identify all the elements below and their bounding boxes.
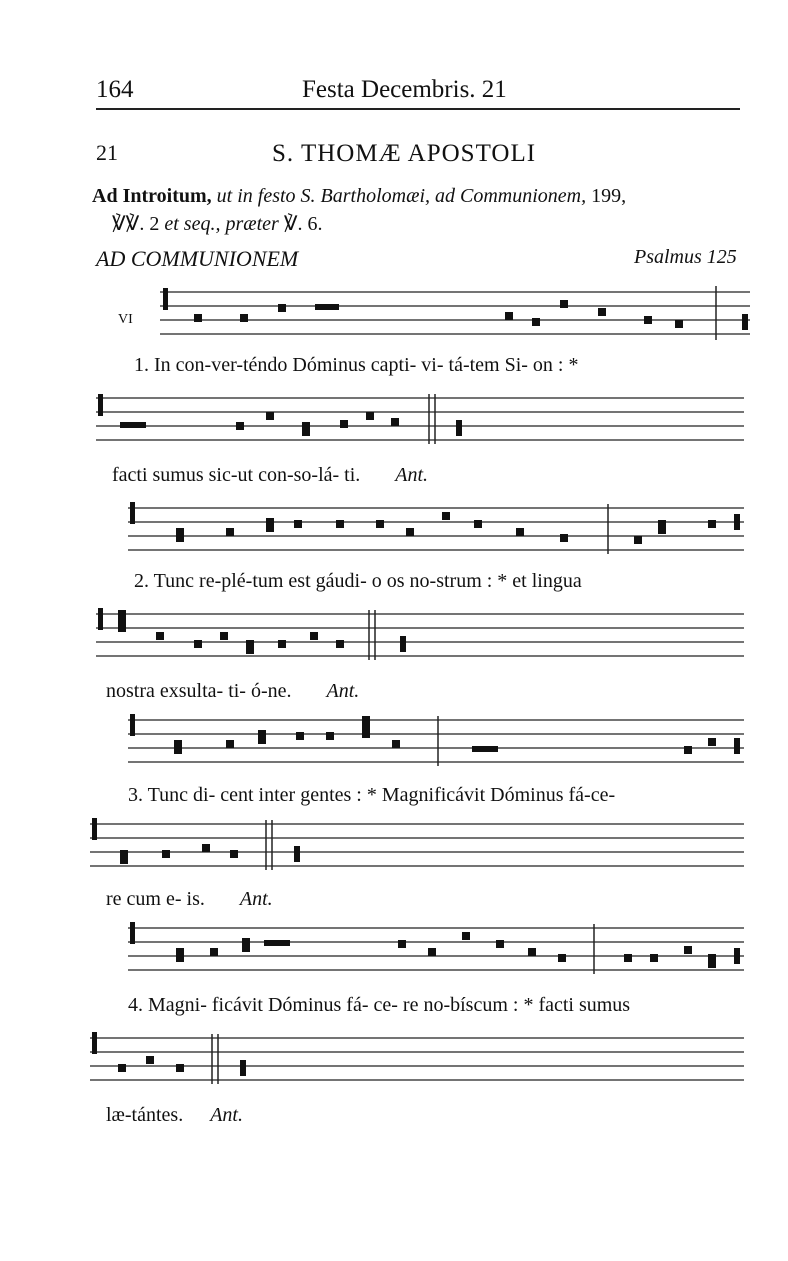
versicle-symbol: ℣℣. <box>112 213 145 235</box>
verse-4-line1: 4. Magni- ficávit Dóminus fá- ce- re no-bíscum : * facti sumus <box>128 994 631 1016</box>
running-title: Festa Decembris. 21 <box>302 76 507 103</box>
staff-4 <box>96 606 744 666</box>
mode-label: VI <box>118 312 133 327</box>
section-label: AD COMMUNIONEM <box>96 246 299 271</box>
verse-1-line1: 1. In con-ver-téndo Dóminus capti- vi- tá-tem Si- on : * <box>134 354 579 376</box>
feast-number: 21 <box>96 140 118 165</box>
introit-label: Ad Introitum, <box>92 185 212 207</box>
verse-3-line2-text: re cum e- is. <box>106 888 205 910</box>
verse-2-line1: 2. Tunc re-plé-tum est gáudi- o os no-strum : * et lingua <box>134 570 582 592</box>
verse-3-line1: 3. Tunc di- cent inter gentes : * Magnificávit Dóminus fá-ce- <box>128 784 616 806</box>
verse-number: 2 <box>149 213 160 235</box>
versicle-symbol-2: ℣. <box>283 213 303 235</box>
feast-title: S. THOMÆ APOSTOLI <box>272 140 537 167</box>
antiphon-cue-3: Ant. <box>239 888 273 910</box>
psalm-label: Psalmus 125 <box>634 246 737 268</box>
staff-7 <box>128 920 744 980</box>
verse-4-line2 <box>106 1104 243 1127</box>
introit-page-ref: 199, <box>591 185 627 207</box>
verse-2-line2 <box>106 680 359 703</box>
introit-note-line1 <box>92 185 626 208</box>
verse-2-line2-text: nostra exsulta- ti- ó-ne. <box>106 680 292 702</box>
verse-4-line2-text: læ-tántes. <box>106 1104 184 1126</box>
staff-8 <box>90 1030 744 1090</box>
staff-1 <box>160 286 750 346</box>
staff-2 <box>96 390 744 450</box>
header-rule <box>96 108 740 110</box>
page-number: 164 <box>96 76 134 103</box>
staff-6 <box>90 816 744 876</box>
staff-5 <box>128 712 744 772</box>
verse-range: et seq., præter <box>164 213 279 235</box>
introit-note-line2 <box>112 211 323 236</box>
verse-1-line2-text: facti sumus sic-ut con-so-lá- ti. <box>112 464 361 486</box>
verse-1-line2 <box>112 464 428 487</box>
introit-ref: ut in festo S. Bartholomæi, ad Communionem, <box>216 185 587 207</box>
antiphon-cue-2: Ant. <box>326 680 360 702</box>
excluded-verse: 6. <box>307 213 323 235</box>
antiphon-cue-4: Ant. <box>210 1104 243 1126</box>
staff-3 <box>128 500 744 560</box>
verse-3-line2 <box>106 888 273 911</box>
antiphon-cue-1: Ant. <box>395 464 429 486</box>
